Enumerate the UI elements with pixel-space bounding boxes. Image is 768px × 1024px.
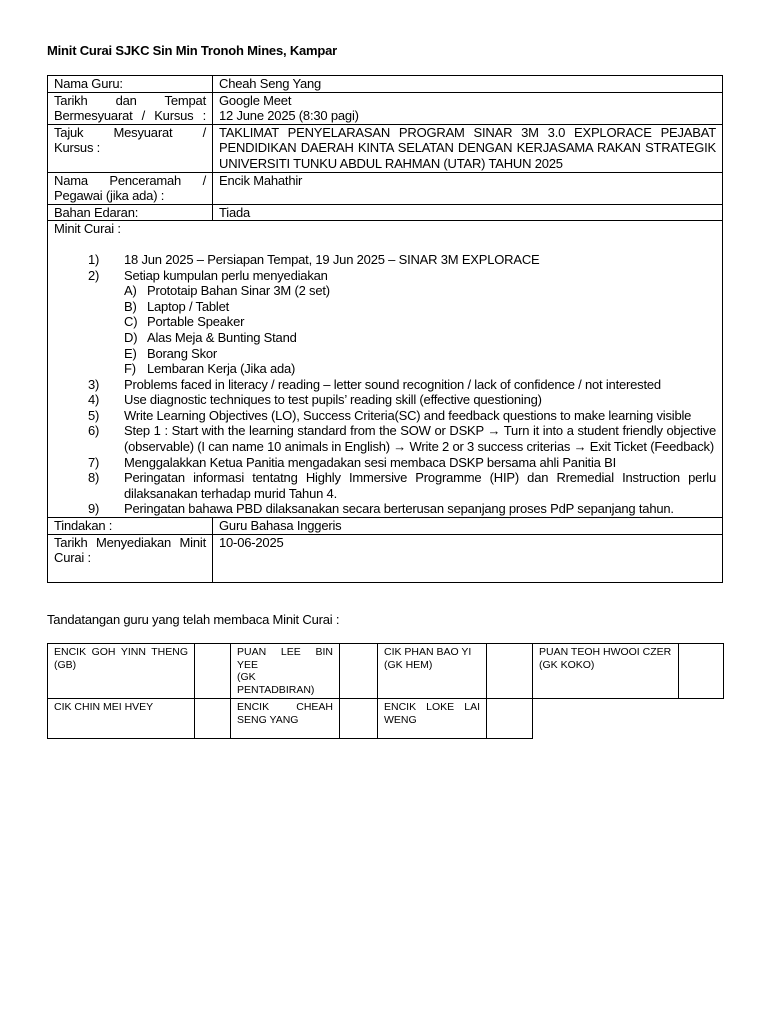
empty-cell: [679, 699, 724, 739]
row-tarikh-tempat: [48, 92, 723, 124]
item-text: Menggalakkan Ketua Panitia mengadakan sesi membaca DSKP bersama ahli Panitia BI: [124, 454, 616, 470]
sub-item-text: Prototaip Bahan Sinar 3M (2 set): [147, 283, 330, 299]
label-tindakan: Tindakan :: [48, 518, 213, 535]
sub-item: [124, 346, 716, 362]
minit-item: [54, 501, 716, 517]
sub-item-letter: A): [124, 283, 137, 299]
item-number: 4): [88, 392, 100, 408]
value-tempat: Google Meet: [219, 92, 292, 108]
sub-item: [124, 299, 716, 315]
label-penceramah-line1: Nama Penceramah /: [54, 172, 206, 188]
item-number: 9): [88, 501, 100, 517]
teacher-role: (GK KOKO): [539, 658, 595, 671]
signature-name-cell: [48, 699, 195, 739]
signature-caption: Tandatangan guru yang telah membaca Minit Curai :: [47, 612, 340, 627]
value-tarikh: 12 June 2025 (8:30 pagi): [219, 108, 359, 124]
sub-item-letter: E): [124, 345, 137, 361]
minit-item: [54, 455, 716, 471]
teacher-role: (GK PENTADBIRAN): [237, 671, 315, 696]
value-tajuk-line2: PENDIDIKAN DAERAH KINTA SELATAN DENGAN KERJASAMA RAKAN STRATEGIK: [219, 140, 716, 156]
minit-item: [54, 268, 716, 377]
value-tarikh-menyediakan: 10-06-2025: [213, 534, 723, 582]
sub-item-letter: F): [124, 361, 136, 377]
value-nama-guru: Cheah Seng Yang: [213, 76, 723, 93]
signature-name-cell: [48, 644, 195, 699]
signature-name-cell: [231, 644, 340, 699]
teacher-name: ENCIK CHEAH SENG YANG: [237, 701, 333, 726]
value-tajuk-line1: TAKLIMAT PENYELARASAN PROGRAM SINAR 3M 3.0 EXPLORACE PEJABAT: [219, 124, 716, 140]
signature-box[interactable]: [195, 644, 231, 699]
sub-item: [124, 361, 716, 377]
minit-item: [54, 423, 716, 454]
signature-box[interactable]: [195, 699, 231, 739]
sub-item: [124, 283, 716, 299]
label-tajuk: [48, 124, 213, 172]
label-nama-guru: Nama Guru:: [48, 76, 213, 93]
item-number: 5): [88, 407, 100, 423]
teacher-name: CIK CHIN MEI HVEY: [54, 701, 154, 713]
sub-item-text: Laptop / Tablet: [147, 298, 230, 314]
item-number: 2): [88, 267, 100, 283]
signature-row: [48, 644, 724, 699]
item-number: 1): [88, 251, 100, 267]
row-nama-guru: [48, 76, 723, 93]
sub-item: [124, 314, 716, 330]
sub-item-letter: D): [124, 329, 138, 345]
item-number: 3): [88, 376, 100, 392]
signature-name-cell: [533, 644, 679, 699]
minit-item: [54, 392, 716, 408]
minit-items-list: [54, 252, 716, 517]
value-tajuk-line3: UNIVERSITI TUNKU ABDUL RAHMAN (UTAR) TAHUN 2025: [219, 155, 563, 171]
signature-table: [47, 643, 724, 739]
label-penceramah: [48, 172, 213, 204]
item-number: 7): [88, 454, 100, 470]
item-number: 8): [88, 470, 100, 486]
sub-item-letter: B): [124, 298, 137, 314]
item-number: 6): [88, 423, 100, 439]
label-bahan-edaran: Bahan Edaran:: [48, 204, 213, 221]
row-tarikh-menyediakan: [48, 534, 723, 582]
item-text-main: Setiap kumpulan perlu menyediakan: [124, 267, 328, 283]
row-tindakan: [48, 518, 723, 535]
item-text: 18 Jun 2025 – Persiapan Tempat, 19 Jun 2025 – SINAR 3M EXPLORACE: [124, 251, 540, 267]
value-tarikh-tempat: [213, 92, 723, 124]
minit-curai-cell: [48, 221, 723, 518]
row-penceramah: [48, 172, 723, 204]
sub-item-letter: C): [124, 314, 138, 330]
signature-name-cell: [378, 699, 487, 739]
label-tajuk-line1: Tajuk Mesyuarat /: [54, 124, 206, 140]
label-tarikh-line2: Bermesyuarat / Kursus :: [54, 108, 206, 124]
sub-item-text: Portable Speaker: [147, 314, 245, 330]
signature-box[interactable]: [340, 699, 378, 739]
item-text: Peringatan bahawa PBD dilaksanakan secara berterusan sepanjang proses PdP sepanjang tahun.: [124, 501, 674, 517]
value-tajuk: [213, 124, 723, 172]
signature-name-cell: [231, 699, 340, 739]
minit-item: [54, 252, 716, 268]
teacher-name: ENCIK LOKE LAI WENG: [384, 701, 480, 726]
teacher-name: CIK PHAN BAO YI (GK HEM): [384, 646, 472, 671]
minit-item: [54, 408, 716, 424]
value-tindakan: Guru Bahasa Inggeris: [213, 518, 723, 535]
teacher-name: PUAN LEE BIN YEE: [237, 646, 333, 671]
label-tarikh-menyediakan: Tarikh Menyediakan Minit Curai :: [48, 534, 213, 582]
equipment-sublist: [124, 283, 716, 377]
sub-item-text: Alas Meja & Bunting Stand: [147, 329, 297, 345]
row-tajuk: [48, 124, 723, 172]
label-tajuk-line2: Kursus :: [54, 140, 101, 156]
signature-row: [48, 699, 724, 739]
document-title: Minit Curai SJKC Sin Min Tronoh Mines, Kampar: [47, 43, 338, 58]
signature-box[interactable]: [340, 644, 378, 699]
value-penceramah: Encik Mahathir: [213, 172, 723, 204]
sub-item: [124, 330, 716, 346]
sub-item-text: Lembaran Kerja (Jika ada): [147, 361, 296, 377]
label-tarikh-line1: Tarikh dan Tempat: [54, 92, 206, 108]
minit-curai-label: Minit Curai :: [54, 221, 121, 237]
row-bahan-edaran: [48, 204, 723, 221]
label-tarikh-tempat: [48, 92, 213, 124]
item-text: Write Learning Objectives (LO), Success Criteria(SC) and feedback questions to make learning visible: [124, 407, 692, 423]
signature-box[interactable]: [679, 644, 724, 699]
signature-box[interactable]: [487, 644, 533, 699]
signature-box[interactable]: [487, 699, 533, 739]
item-text: Problems faced in literacy / reading – letter sound recognition / lack of confidence / not interested: [124, 376, 661, 392]
item-text: Peringatan informasi tentatng Highly Immersive Programme (HIP) dan Rremedial Instruction perlu dilaksanakan terhadap murid Tahun 4.: [124, 470, 716, 501]
label-penceramah-line2: Pegawai (jika ada) :: [54, 188, 165, 204]
minit-item: [54, 470, 716, 501]
minit-item: [54, 377, 716, 393]
value-bahan-edaran: Tiada: [213, 204, 723, 221]
sub-item-text: Borang Skor: [147, 345, 218, 361]
item-text: Step 1 : Start with the learning standard from the SOW or DSKP → Turn it into a student friendly objective (observable) (I can name 10 animals in English) → Write 2 or 3 success criterias → Exit Ticket (Feedback): [124, 423, 716, 455]
item-text: Use diagnostic techniques to test pupils’ reading skill (effective questioning): [124, 392, 542, 408]
teacher-name: PUAN TEOH HWOOI CZER: [539, 646, 672, 658]
row-minit-curai: [48, 221, 723, 518]
item-text: [124, 268, 716, 377]
minutes-info-table: [47, 75, 723, 583]
signature-name-cell: [378, 644, 487, 699]
teacher-name: ENCIK GOH YINN THENG (GB): [54, 646, 188, 671]
empty-cell: [533, 699, 679, 739]
